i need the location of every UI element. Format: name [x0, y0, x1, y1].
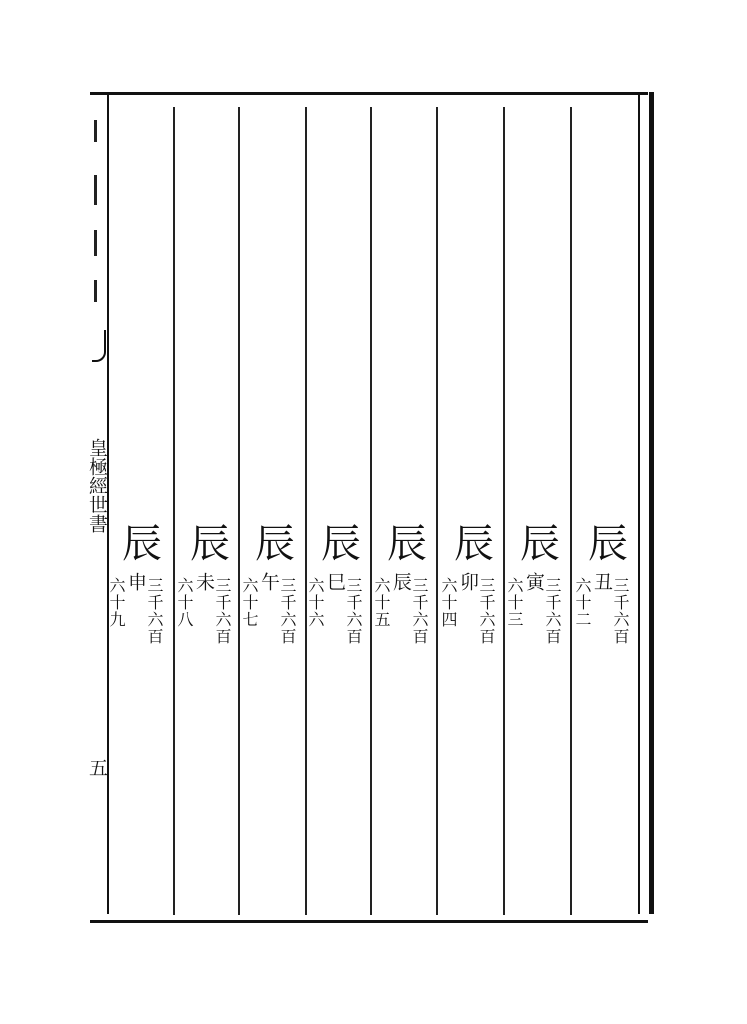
entry-count-right: 三千六百 — [278, 577, 297, 645]
column-rule — [305, 107, 307, 915]
entry-head: 辰 — [588, 521, 628, 567]
entry-branch: 辰 — [390, 572, 412, 591]
column-rule — [503, 107, 505, 915]
column-rule — [570, 107, 572, 915]
frame-right-border — [638, 92, 654, 914]
entry-branch: 申 — [125, 572, 147, 591]
column-rule — [370, 107, 372, 915]
entry-count-right: 三千六百 — [543, 577, 562, 645]
entry-chou — [573, 521, 644, 722]
entry-yin — [505, 521, 576, 722]
column-rule — [173, 107, 175, 915]
entry-count-left: 六十五 — [372, 577, 391, 628]
entry-head: 辰 — [387, 521, 427, 567]
entry-head: 辰 — [520, 521, 560, 567]
entry-count-right: 三千六百 — [477, 577, 496, 645]
entry-branch: 寅 — [523, 572, 545, 591]
entry-head: 辰 — [190, 521, 230, 567]
entry-count-left: 六十三 — [505, 577, 524, 628]
entry-head: 辰 — [321, 521, 361, 567]
entry-wei — [175, 521, 246, 722]
book-title: 皇極經世書 — [86, 438, 108, 533]
margin-mark-2 — [94, 175, 97, 205]
entry-count-left: 六十四 — [439, 577, 458, 628]
entry-count-right: 三千六百 — [145, 577, 164, 645]
column-rule — [238, 107, 240, 915]
entry-count-right: 三千六百 — [410, 577, 429, 645]
entry-branch: 午 — [258, 572, 280, 591]
entry-wu — [240, 521, 311, 722]
entry-chen — [372, 521, 443, 722]
entry-head: 辰 — [255, 521, 295, 567]
fish-tail-mark — [92, 330, 106, 362]
entry-count-left: 六十七 — [240, 577, 259, 628]
entry-count-left: 六十九 — [107, 577, 126, 628]
entry-branch: 未 — [193, 572, 215, 591]
page-number: 五 — [86, 758, 108, 777]
entry-branch: 卯 — [457, 572, 479, 591]
entry-branch: 丑 — [591, 572, 613, 591]
entry-count-right: 三千六百 — [213, 577, 232, 645]
margin-mark-4 — [94, 280, 97, 302]
margin-mark-3 — [94, 230, 97, 256]
margin-mark-1 — [94, 120, 97, 142]
column-rule — [436, 107, 438, 915]
entry-shen — [107, 521, 178, 722]
entry-si — [306, 521, 377, 722]
entry-head: 辰 — [454, 521, 494, 567]
entry-count-right: 三千六百 — [611, 577, 630, 645]
entry-count-left: 六十六 — [306, 577, 325, 628]
entry-count-left: 六十二 — [573, 577, 592, 628]
entry-branch: 巳 — [324, 572, 346, 591]
entry-head: 辰 — [122, 521, 162, 567]
entry-count-right: 三千六百 — [344, 577, 363, 645]
entry-count-left: 六十八 — [175, 577, 194, 628]
entry-mao — [439, 521, 510, 722]
